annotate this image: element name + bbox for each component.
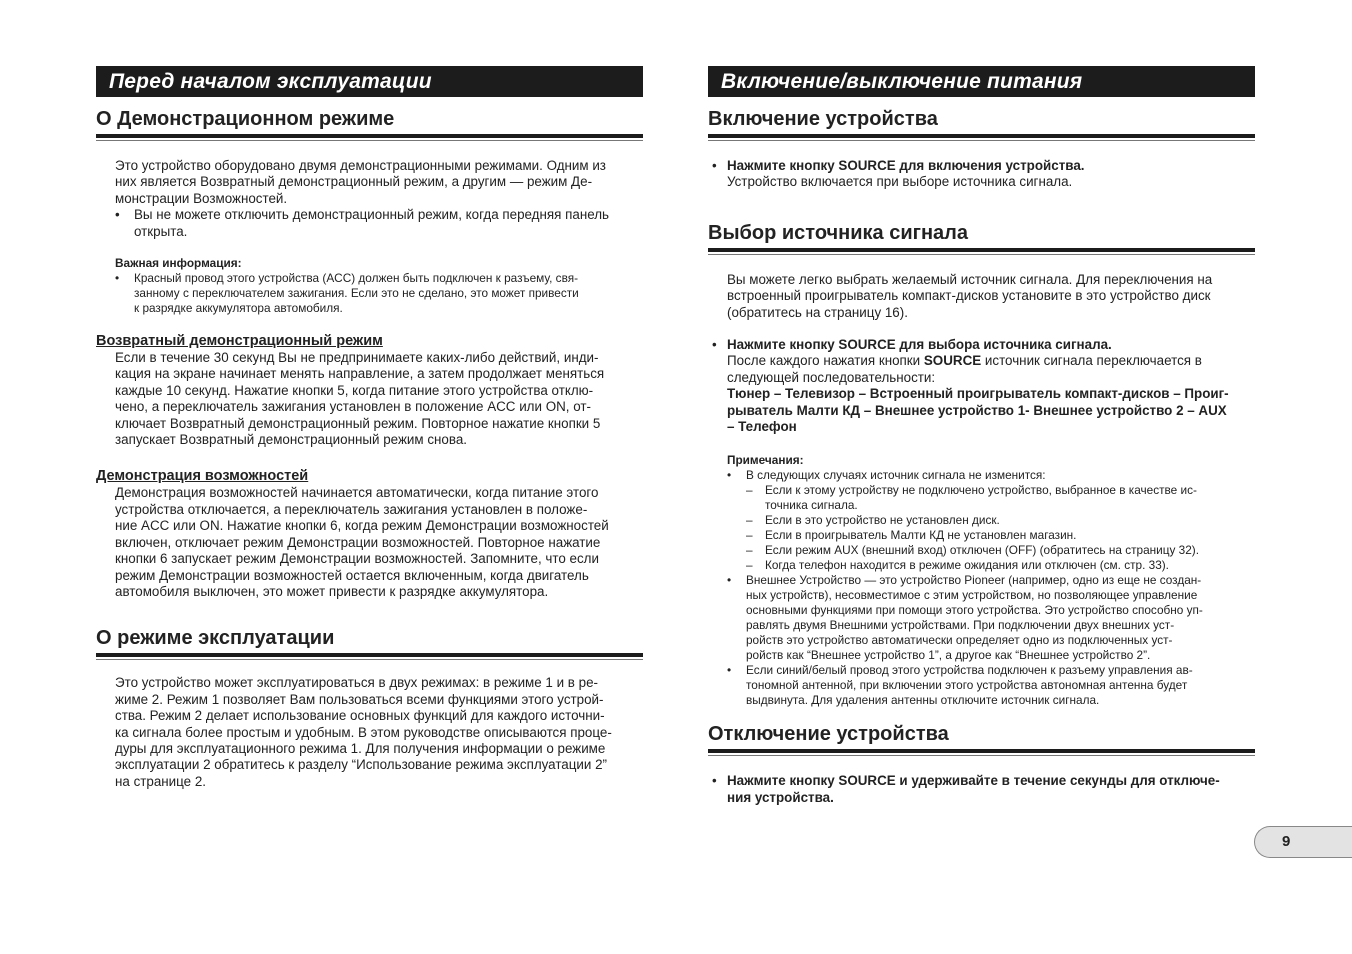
- bullet-mark: •: [115, 207, 120, 223]
- text-line: Если к этому устройству не подключено устройство, выбранное в качестве ис-: [765, 483, 1197, 498]
- source-key-label: SOURCE: [923, 353, 982, 369]
- dash-mark: –: [746, 528, 753, 543]
- source-select-instruction-block: [708, 337, 1255, 435]
- text-line: ства. Режим 2 делает использование основных функций для каждого источни-: [115, 708, 605, 724]
- text-line: Если синий/белый провод этого устройства подключен к разъему управления ав-: [746, 663, 1193, 678]
- reverse-demo-text: [96, 350, 643, 448]
- note-subitem: [727, 543, 1255, 558]
- note-item: [727, 468, 1255, 483]
- note-subitem: [727, 483, 1255, 513]
- text-line: следующей последовательности:: [727, 369, 936, 385]
- text-line: Если режим AUX (внешний вход) отключен (OFF) (обратитесь на страницу 32).: [765, 543, 1199, 558]
- right-column: [708, 66, 1255, 806]
- bullet-mark: •: [115, 271, 120, 286]
- text-line: автомобиля выключен, это может привести к разрядке аккумулятора.: [115, 583, 549, 599]
- note-subitem: [727, 513, 1255, 528]
- section-title-power-off: Отключение устройства: [708, 722, 1255, 753]
- operation-mode-text: [96, 675, 643, 790]
- text-line: открыта.: [134, 223, 188, 239]
- text-line: них является Возвратный демонстрационный режим, а другим — режим Де-: [115, 174, 593, 190]
- bullet-mark: •: [712, 773, 717, 789]
- text-line: В следующих случаях источник сигнала не изменится:: [746, 468, 1046, 483]
- note-subitem: [727, 528, 1255, 543]
- text-line: кация на экране начинает менять направление, а затем продолжает меняться: [115, 366, 605, 382]
- feature-demo-text: [96, 485, 643, 600]
- text-line: включен, отключает режим Демонстрации возможностей. Повторное нажатие: [115, 534, 601, 550]
- notes-label: Примечания:: [727, 453, 804, 468]
- page-number: 9: [1282, 833, 1291, 850]
- text-line: [727, 353, 1255, 369]
- source-sequence-line: – Телефон: [727, 419, 797, 435]
- text-line: ных устройств), несовместимое с этим устройством, но позволяющее управление: [746, 588, 1198, 603]
- section-title-operation-mode: О режиме эксплуатации: [96, 626, 643, 657]
- source-sequence-line: Тюнер – Телевизор – Встроенный проигрыватель компакт-дисков – Проиг-: [727, 386, 1229, 402]
- note-item: [727, 573, 1255, 663]
- text-line: ка сигнала более простым и удобным. В этом руководстве описываются проце-: [115, 724, 612, 740]
- text-fragment: источник сигнала переключается в: [981, 353, 1202, 369]
- text-line: Вы не можете отключить демонстрационный режим, когда передняя панель: [134, 207, 609, 223]
- section-title-demo-mode: О Демонстрационном режиме: [96, 107, 643, 138]
- power-on-block: [708, 158, 1255, 191]
- text-line: Это устройство оборудовано двумя демонстрационными режимами. Одним из: [115, 158, 606, 173]
- bullet-mark: •: [727, 573, 732, 588]
- text-line: Нажмите кнопку SOURCE для включения устройства.: [727, 158, 1085, 173]
- bullet-mark: •: [727, 663, 732, 678]
- subsection-title-reverse-demo: Возвратный демонстрационный режим: [96, 333, 383, 350]
- text-line: выдвинута. Для удаления антенны отключите источник сигнала.: [746, 693, 1100, 708]
- text-line: устройства отключается, а переключатель зажигания установлен в положе-: [115, 501, 588, 517]
- text-line: ройств как “Внешнее устройство 1”, а другое как “Внешнее устройство 2”.: [746, 648, 1151, 663]
- important-bullet: [115, 271, 643, 316]
- left-column: [96, 66, 643, 790]
- note-subitem: [727, 558, 1255, 573]
- section-title-source-select: Выбор источника сигнала: [708, 221, 1255, 252]
- dash-mark: –: [746, 483, 753, 498]
- text-line: ния устройства.: [727, 789, 834, 805]
- demo-intro-text: [96, 158, 643, 240]
- text-fragment: После каждого нажатия кнопки: [727, 353, 924, 369]
- text-line: Устройство включается при выборе источника сигнала.: [727, 174, 1073, 190]
- text-line: Нажмите кнопку SOURCE и удерживайте в течение секунды для отключе-: [727, 773, 1220, 789]
- source-notes: [708, 453, 1255, 708]
- chapter-banner-right: Включение/выключение питания: [708, 66, 1255, 97]
- chapter-banner-left: Перед началом эксплуатации: [96, 66, 643, 97]
- power-off-instruction: [708, 773, 1255, 806]
- text-line: Красный провод этого устройства (ACC) должен быть подключен к разъему, свя-: [134, 271, 579, 286]
- subsection-title-feature-demo: Демонстрация возможностей: [96, 468, 309, 485]
- text-line: жиме 2. Режим 1 позволяет Вам пользоваться всеми функциями этого устрой-: [115, 691, 604, 707]
- dash-mark: –: [746, 543, 753, 558]
- important-info-label: Важная информация:: [115, 256, 242, 271]
- text-line: (обратитесь на страницу 16).: [727, 304, 908, 320]
- text-line: Внешнее Устройство — это устройство Pioneer (например, одно из еще не создан-: [746, 573, 1202, 588]
- text-line: тономной антенной, при включении этого устройства автономная антенна будет: [746, 678, 1188, 693]
- text-line: равлять двумя Внешними устройствами. При подключении двух внешних уст-: [746, 618, 1175, 633]
- bullet-mark: •: [712, 337, 717, 353]
- text-line: эксплуатации 2 обратитесь к разделу “Использование режима эксплуатации 2”: [115, 757, 608, 773]
- text-line: Демонстрация возможностей начинается автоматически, когда питание этого: [115, 485, 599, 501]
- text-line: ключает Возвратный демонстрационный режим. Повторное нажатие кнопки 5: [115, 415, 601, 431]
- bullet-mark: •: [712, 158, 717, 173]
- text-line: режим Демонстрации возможностей остается включенным, когда двигатель: [115, 567, 589, 583]
- power-on-instruction: [708, 158, 1255, 191]
- text-line: ние ACC или ON. Нажатие кнопки 6, когда режим Демонстрации возможностей: [115, 518, 609, 534]
- text-line: чено, а переключатель зажигания установлен в положение ACC или ON, от-: [115, 399, 591, 415]
- text-line: занному с переключателем зажигания. Если это не сделано, это может привести: [134, 286, 579, 301]
- text-line: Нажмите кнопку SOURCE для выбора источника сигнала.: [727, 337, 1112, 353]
- power-off-block: [708, 773, 1255, 806]
- text-line: Если в это устройство не установлен диск.: [765, 513, 1000, 528]
- dash-mark: –: [746, 558, 753, 573]
- text-line: монстрации Возможностей.: [115, 190, 288, 206]
- text-line: Если в течение 30 секунд Вы не предпринимаете каких-либо действий, инди-: [115, 350, 599, 366]
- note-item: [727, 663, 1255, 708]
- text-line: ройств это устройство автоматически определяет одно из подключенных уст-: [746, 633, 1173, 648]
- section-title-power-on: Включение устройства: [708, 107, 1255, 138]
- source-select-instruction: [708, 337, 1255, 435]
- text-line: кнопки 6 запускает режим Демонстрации возможностей. Запомните, что если: [115, 551, 599, 567]
- text-line: Это устройство может эксплуатироваться в двух режимах: в режиме 1 и в ре-: [115, 675, 598, 691]
- text-line: основными функциями при помощи этого устройства. Это устройство способно уп-: [746, 603, 1203, 618]
- text-line: Когда телефон находится в режиме ожидания или отключен (см. стр. 33).: [765, 558, 1169, 573]
- dash-mark: –: [746, 513, 753, 528]
- text-line: дуры для эксплуатационного режима 1. Для получения информации о режиме: [115, 740, 606, 756]
- text-line: Если в проигрыватель Малти КД не установлен магазин.: [765, 528, 1077, 543]
- text-line: встроенный проигрыватель компакт-дисков установите в это устройство диск: [727, 288, 1211, 304]
- text-line: точника сигнала.: [765, 498, 858, 513]
- source-select-intro: [708, 272, 1255, 321]
- page-number-tab: [1254, 826, 1352, 858]
- text-line: каждые 10 секунд. Нажатие кнопки 5, когда питание этого устройства отклю-: [115, 382, 594, 398]
- bullet-mark: •: [727, 468, 732, 483]
- text-line: Вы можете легко выбрать желаемый источник сигнала. Для переключения на: [727, 271, 1213, 287]
- important-info: [96, 256, 643, 316]
- source-sequence-line: рыватель Малти КД – Внешнее устройство 1- Внешнее устройство 2 – AUX: [727, 402, 1227, 418]
- text-line: на странице 2.: [115, 773, 207, 789]
- text-line: к разрядке аккумулятора автомобиля.: [134, 301, 343, 316]
- text-line: запускает Возвратный демонстрационный режим снова.: [115, 432, 467, 448]
- demo-bullet: [115, 207, 643, 240]
